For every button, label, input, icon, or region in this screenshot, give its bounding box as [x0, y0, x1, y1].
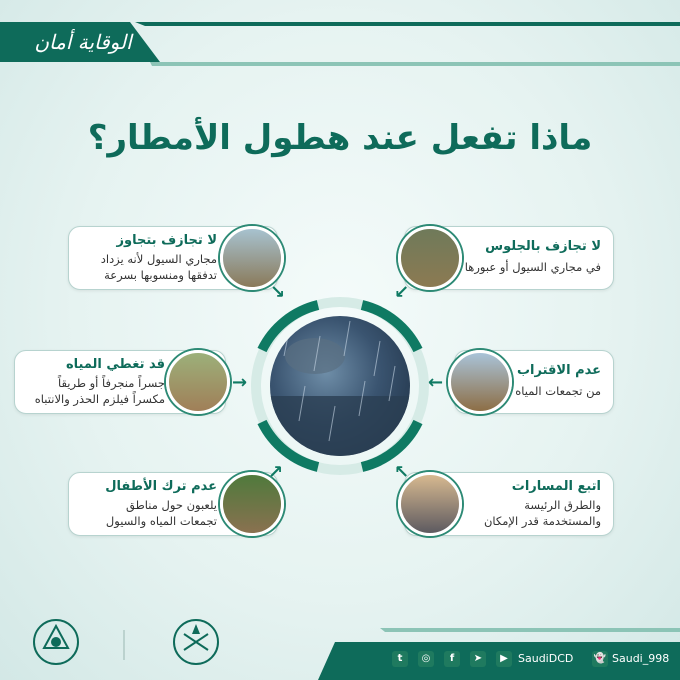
twitter-icon[interactable]: t: [392, 651, 408, 667]
arrow-right-icon: →: [232, 372, 248, 393]
page-title: ماذا تفعل عند هطول الأمطار؟: [87, 118, 593, 158]
ministry-emblem: [170, 616, 222, 668]
tip-title: عدم الاقتراب: [516, 363, 601, 378]
flooded-valley-photo: [398, 226, 462, 290]
tip-line: يلعبون حول مناطق: [125, 498, 217, 512]
snapchat-icon[interactable]: 👻: [592, 651, 608, 667]
tip-line: والطرق الرئيسة: [524, 498, 601, 512]
instagram-icon[interactable]: ◎: [418, 651, 434, 667]
bridge-photo: [166, 350, 230, 414]
arrow-left-icon: ←: [428, 372, 444, 393]
arrow-down-left-icon: ↙: [394, 282, 410, 303]
tip-title: اتبع المسارات: [511, 479, 601, 494]
tip-line: تدفقها ومنسوبها بسرعة: [104, 268, 217, 282]
tip-title: لا تجازف بتجاوز: [116, 233, 217, 248]
tip-line: في مجاري السيول أو عبورها: [464, 260, 601, 274]
handle-998[interactable]: Saudi_998: [612, 652, 670, 665]
facebook-icon[interactable]: f: [444, 651, 460, 667]
tip-line: تجمعات المياه والسيول: [105, 514, 217, 528]
water-pool-photo: [448, 350, 512, 414]
civil-defense-emblem: [30, 616, 82, 668]
flood-car-photo: [220, 226, 284, 290]
tip-title: قد تغطي المياه: [65, 357, 165, 372]
rain-photo: [270, 316, 410, 456]
arrow-down-right-icon: ↘: [270, 282, 286, 303]
tip-title: لا تجازف بالجلوس: [485, 239, 601, 254]
arrow-up-right-icon: ↗: [268, 462, 284, 483]
logo: الوقاية أمان: [34, 30, 132, 54]
arrow-up-left-icon: ↖: [394, 462, 410, 483]
footer-band: [0, 620, 680, 680]
tip-line: مجاري السيول لأنه يزداد: [100, 252, 217, 266]
tip-line: والمستخدمة قدر الإمكان: [483, 514, 601, 528]
tip-line: مكسراً فيلزم الحذر والانتباه: [34, 392, 165, 406]
telegram-icon[interactable]: ➤: [470, 651, 486, 667]
tip-title: عدم ترك الأطفال: [105, 479, 217, 494]
handle-dcd[interactable]: SaudiDCD: [518, 652, 574, 665]
youtube-icon[interactable]: ▶: [496, 651, 512, 667]
tip-line: من تجمعات المياه: [515, 384, 601, 398]
tip-line: جسراً منجرفاً أو طريقاً: [57, 376, 165, 390]
